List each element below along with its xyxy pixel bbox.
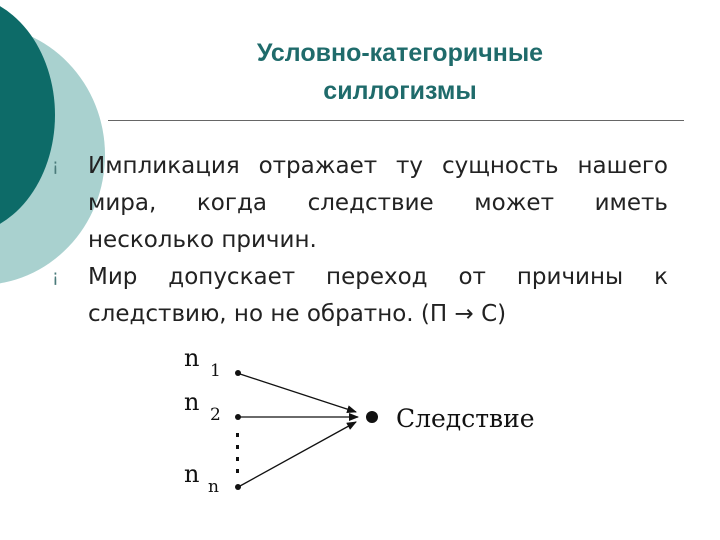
- consequence-point: [366, 411, 378, 423]
- bullet-circle-icon: ¡: [52, 156, 59, 176]
- cause-1-point: [235, 370, 241, 376]
- arrow-cause-1: [240, 374, 356, 412]
- cause-1-subscript: 1: [210, 361, 221, 381]
- ellipsis-dots: [236, 433, 239, 473]
- bullet-text: Импликация отражает ту сущность нашего мира, когда следствие может иметь несколько причин.: [88, 153, 668, 253]
- title-line-1: Условно-категоричные: [256, 39, 544, 67]
- consequence-label: Следствие: [396, 404, 535, 433]
- arrow-cause-n: [240, 422, 356, 486]
- bullet-circle-icon: ¡: [52, 267, 59, 287]
- cause-n-subscript: n: [208, 477, 219, 497]
- cause-n-point: [235, 484, 241, 490]
- cause-1-label: n: [184, 344, 200, 372]
- cause-n-label: n: [184, 460, 200, 488]
- cause-2-label: n: [184, 388, 200, 416]
- title-line-2: силлогизмы: [323, 77, 477, 105]
- bullet-text: Мир допускает переход от причины к следствию, но не обратно. (П → С): [88, 264, 668, 327]
- cause-2-subscript: 2: [210, 405, 221, 425]
